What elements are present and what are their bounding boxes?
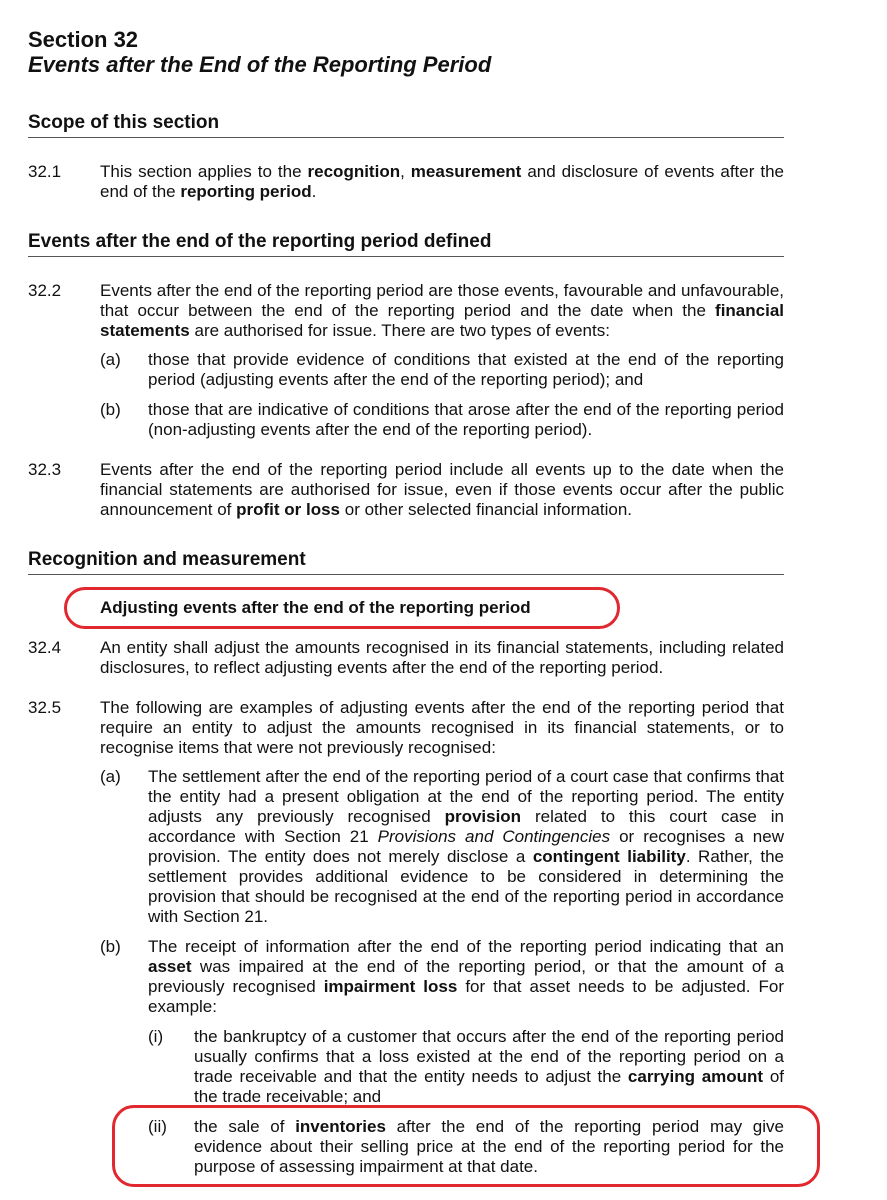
para-number-32-5: 32.5 xyxy=(28,698,62,717)
item-label-32-5-b-i: (i) xyxy=(148,1027,164,1046)
para-32-1: This section applies to the recognition, measurement and disclosure of events after the end of the reporting period. xyxy=(100,162,785,201)
para-32-3: Events after the end of the reporting period include all events up to the date when the financial statements are authorised for issue, even if those events occur after the public announcement of profit or loss or other selected financial information. xyxy=(100,460,784,519)
para-32-2: Events after the end of the reporting period are those events, favourable and unfavourable, that occur between the end of the reporting period and the date when the financial statements are authorised for issue. There are two types of events: xyxy=(100,281,784,340)
item-label-32-2-a: (a) xyxy=(100,350,121,369)
item-32-5-b: The receipt of information after the end of the reporting period indicating that an asset was impaired at the end of the reporting period, or that the amount of a previously recognised impairment loss for that asset needs to be adjusted. For example: xyxy=(148,937,784,1016)
section-number: Section 32 xyxy=(28,27,139,52)
heading-defined: Events after the end of the reporting period defined xyxy=(28,231,784,257)
item-label-32-5-a: (a) xyxy=(100,767,121,786)
heading-recognition: Recognition and measurement xyxy=(28,549,784,575)
para-32-4: An entity shall adjust the amounts recognised in its financial statements, including related disclosures, to reflect adjusting events after the end of the reporting period. xyxy=(100,638,784,677)
subheading-adjusting-events: Adjusting events after the end of the reporting period xyxy=(100,598,531,617)
section-title: Events after the End of the Reporting Period xyxy=(28,52,492,77)
para-number-32-2: 32.2 xyxy=(28,281,62,300)
para-number-32-3: 32.3 xyxy=(28,460,62,479)
para-number-32-1: 32.1 xyxy=(28,162,62,181)
item-32-5-b-i: the bankruptcy of a customer that occurs after the end of the reporting period usually confirms that a loss existed at the end of the reporting period on a trade receivable and that the entity needs to adjust the carrying amount of the trade receivable; and xyxy=(194,1027,785,1106)
item-label-32-5-b: (b) xyxy=(100,937,121,956)
item-label-32-2-b: (b) xyxy=(100,400,121,419)
para-number-32-4: 32.4 xyxy=(28,638,62,657)
item-32-5-a: The settlement after the end of the reporting period of a court case that confirms that the entity had a present obligation at the end of the reporting period. The entity adjusts any previously recognised provision related to this court case in accordance with Section 21 Provisions and Contingencies or recognises a new provision. The entity does not merely disclose a contingent liability. Rather, the settlement provides additional evidence to be considered in determining the provision that should be recognised at the end of the reporting period in accordance with Section 21. xyxy=(148,767,784,926)
item-32-5-b-ii: the sale of inventories after the end of the reporting period may give evidence about their selling price at the end of the reporting period for the purpose of assessing impairment at that date. xyxy=(194,1117,784,1176)
item-label-32-5-b-ii: (ii) xyxy=(148,1117,167,1136)
item-32-2-b: those that are indicative of conditions that arose after the end of the reporting period (non-adjusting events after the end of the reporting period). xyxy=(148,400,784,439)
heading-scope: Scope of this section xyxy=(28,112,784,138)
item-32-2-a: those that provide evidence of conditions that existed at the end of the reporting period (adjusting events after the end of the reporting period); and xyxy=(148,350,784,389)
para-32-5: The following are examples of adjusting events after the end of the reporting period that require an entity to adjust the amounts recognised in its financial statements, or to recognise items that were not previously recognised: xyxy=(100,698,784,757)
